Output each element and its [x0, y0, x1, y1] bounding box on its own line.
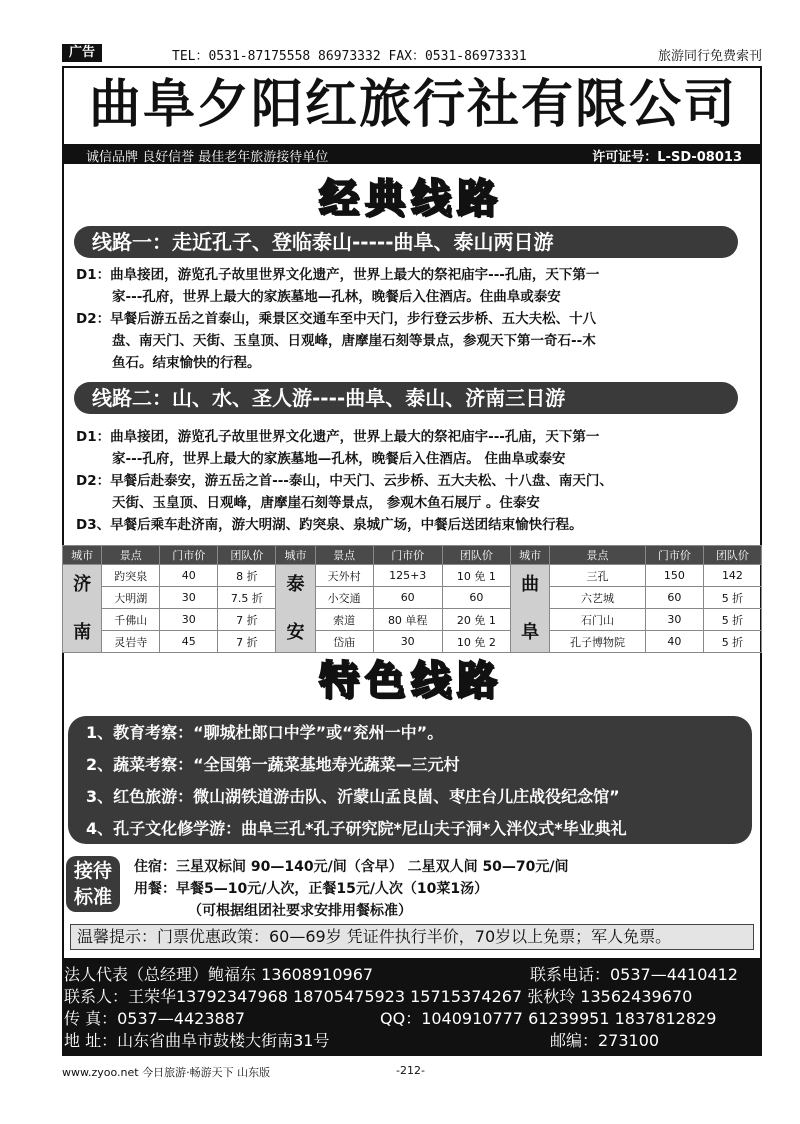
license: 许可证号：L-SD-08013 [592, 150, 742, 165]
table-cell: 5 折 [703, 587, 761, 609]
table-cell: 7 折 [218, 609, 276, 631]
featured-item: 3、红色旅游：微山湖铁道游击队、沂蒙山孟良崮、枣庄台儿庄战役纪念馆” [86, 787, 620, 806]
route1-line: D1：曲阜接团，游览孔子故里世界文化遗产，世界上最大的祭祀庙宇---孔庙，天下第一 [76, 267, 600, 283]
table-header: 团队价 [442, 546, 510, 565]
table-header: 团队价 [703, 546, 761, 565]
route1-line: 家---孔府，世界上最大的家族墓地—孔林，晚餐后入住酒店。住曲阜或泰安 [112, 289, 561, 305]
footer [62, 1064, 762, 1078]
classic-section-title [66, 172, 756, 226]
page-number: -212- [396, 1064, 425, 1077]
route2-line: D1：曲阜接团，游览孔子故里世界文化遗产，世界上最大的祭祀庙宇---孔庙，天下第一 [76, 429, 600, 445]
classic-title: 经典线路 [319, 176, 503, 222]
table-cell: 40 [160, 565, 218, 587]
table-row [63, 587, 762, 609]
table-cell: 142 [703, 565, 761, 587]
table-cell: 石门山 [550, 609, 646, 631]
table-header-row [63, 546, 762, 565]
table-cell: 岱庙 [315, 631, 373, 653]
table-cell: 40 [645, 631, 703, 653]
table-cell: 45 [160, 631, 218, 653]
table-header: 城市 [63, 546, 102, 565]
table-row [63, 565, 762, 587]
table-header: 城市 [276, 546, 315, 565]
table-cell: 20 免 1 [442, 609, 510, 631]
company-name: 曲阜夕阳红旅行社有限公司 [88, 75, 737, 135]
table-cell: 30 [160, 609, 218, 631]
route2-title: 线路二：山、水、圣人游----曲阜、泰山、济南三日游 [74, 382, 738, 414]
qq: QQ：1040910777 61239951 1837812829 [380, 1009, 717, 1028]
contact-phone: 联系电话：0537—4410412 [530, 965, 738, 984]
route1-line: 盘、南天门、天街、玉皇顶、日观峰，唐摩崖石刻等景点，参观天下第一奇石--木 [112, 333, 596, 349]
table-cell: 30 [645, 609, 703, 631]
table-cell: 三孔 [550, 565, 646, 587]
table-cell: 8 折 [218, 565, 276, 587]
ad-tag: 广告 [62, 44, 102, 62]
route1-line: 鱼石。结束愉快的行程。 [112, 355, 261, 371]
table-cell: 60 [442, 587, 510, 609]
table-cell: 孔子博物院 [550, 631, 646, 653]
address: 地 址：山东省曲阜市鼓楼大街南31号 [64, 1031, 330, 1050]
route1-itinerary [76, 264, 746, 374]
table-cell: 60 [645, 587, 703, 609]
route2-line: 天街、玉皇顶、日观峰，唐摩崖石刻等景点， 参观木鱼石展厅 。住泰安 [112, 495, 540, 511]
featured-item: 1、教育考察：“聊城杜郎口中学”或“兖州一中”。 [86, 723, 444, 742]
legal-rep: 法人代表（总经理）鲍福东 13608910967 [64, 965, 374, 984]
reception-badge: 接待 标准 [66, 856, 120, 912]
route2-itinerary [76, 426, 746, 536]
table-header: 门市价 [373, 546, 442, 565]
contact-block [62, 958, 762, 1054]
route1-line: D2：早餐后游五岳之首泰山，乘景区交通车至中天门，步行登云步桥、五大夫松、十八 [76, 311, 597, 327]
table-cell: 60 [373, 587, 442, 609]
table-cell: 7.5 折 [218, 587, 276, 609]
table-cell: 灵岩寺 [102, 631, 160, 653]
table-cell: 10 免 2 [442, 631, 510, 653]
table-header: 城市 [511, 546, 550, 565]
table-row [63, 631, 762, 653]
table-cell: 150 [645, 565, 703, 587]
route1-title: 线路一：走近孔子、登临泰山-----曲阜、泰山两日游 [74, 226, 738, 258]
table-cell: 5 折 [703, 631, 761, 653]
table-cell: 125+3 [373, 565, 442, 587]
city-qufu: 曲 阜 [511, 565, 550, 653]
featured-section-title [66, 654, 756, 708]
notice: 温馨提示：门票优惠政策：60—69岁 凭证件执行半价，70岁以上免票；军人免票。 [70, 924, 754, 950]
meal-note: （可根据组团社要求安排用餐标准） [188, 903, 412, 919]
city-jinan: 济 南 [63, 565, 102, 653]
zip-code: 邮编：273100 [550, 1031, 660, 1050]
table-cell: 趵突泉 [102, 565, 160, 587]
route2-line: D2：早餐后赴泰安，游五岳之首---泰山，中天门、云步桥、五大夫松、十八盘、南天门、 [76, 473, 613, 489]
table-cell: 天外村 [315, 565, 373, 587]
table-cell: 六艺城 [550, 587, 646, 609]
table-cell: 索道 [315, 609, 373, 631]
table-header: 景点 [550, 546, 646, 565]
table-cell: 小交通 [315, 587, 373, 609]
table-row [63, 609, 762, 631]
fax: 传 真：0537—4423887 [64, 1009, 246, 1028]
header-right-tag: 旅游同行免费索刊 [657, 49, 762, 64]
table-cell: 5 折 [703, 609, 761, 631]
table-cell: 80 单程 [373, 609, 442, 631]
featured-item: 4、孔子文化修学游：曲阜三孔*孔子研究院*尼山夫子洞*入泮仪式*毕业典礼 [86, 819, 627, 838]
table-cell: 30 [373, 631, 442, 653]
featured-title: 特色线路 [319, 658, 503, 704]
meal-line: 用餐：早餐5—10元/人次，正餐15元/人次（10菜1汤） [134, 881, 489, 897]
table-cell: 10 免 1 [442, 565, 510, 587]
city-taian: 泰 安 [276, 565, 315, 653]
route2-line: 家---孔府，世界上最大的家族墓地—孔林，晚餐后入住酒店。 住曲阜或泰安 [112, 451, 566, 467]
stay-line: 住宿：三星双标间 90—140元/间（含早） 二星双人间 50—70元/间 [134, 859, 569, 875]
slogan: 诚信品牌 良好信誉 最佳老年旅游接待单位 [86, 150, 329, 165]
featured-item: 2、蔬菜考察：“全国第一蔬菜基地寿光蔬菜—三元村 [86, 755, 460, 774]
header [62, 44, 762, 64]
contact-persons: 联系人：王荣华13792347968 18705475923 15715374267 张秋玲 13562439670 [64, 987, 693, 1006]
table-header: 团队价 [218, 546, 276, 565]
header-tel: TEL：0531-87175558 86973332 FAX：0531-86973331 [172, 49, 527, 64]
price-table [62, 545, 762, 653]
table-header: 景点 [102, 546, 160, 565]
table-header: 景点 [315, 546, 373, 565]
table-header: 门市价 [645, 546, 703, 565]
table-cell: 千佛山 [102, 609, 160, 631]
slogan-bar [62, 144, 762, 164]
table-cell: 30 [160, 587, 218, 609]
table-header: 门市价 [160, 546, 218, 565]
footer-site: www.zyoo.net 今日旅游·畅游天下 山东版 [62, 1066, 271, 1079]
table-cell: 大明湖 [102, 587, 160, 609]
table-cell: 7 折 [218, 631, 276, 653]
route2-line: D3、早餐后乘车赴济南，游大明湖、趵突泉、泉城广场，中餐后送团结束愉快行程。 [76, 517, 583, 533]
